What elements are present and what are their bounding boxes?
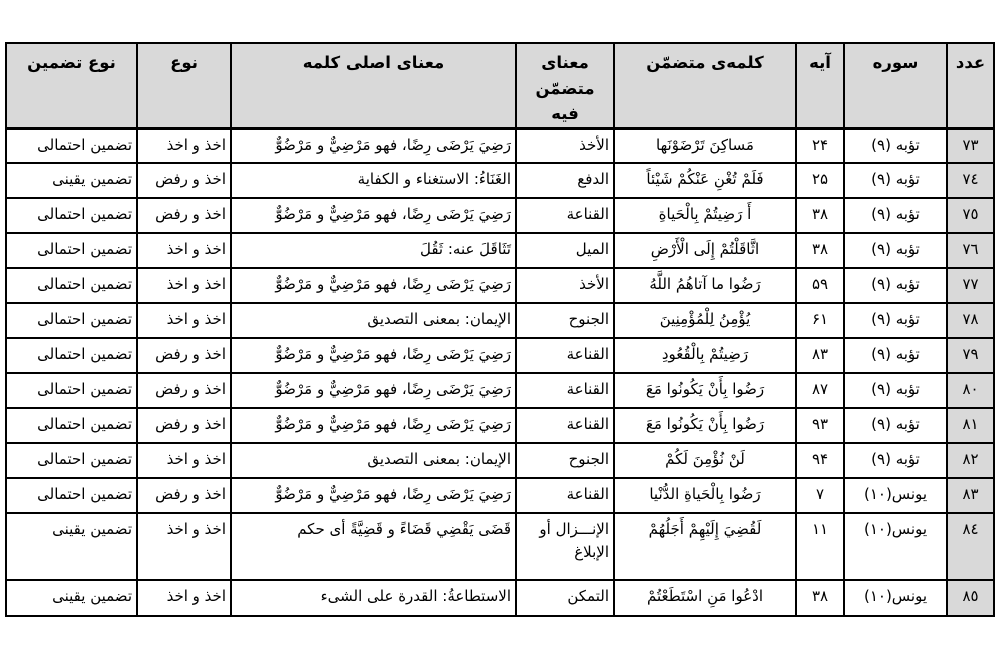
- cell-tadmin_type: تضمین احتمالی: [6, 408, 137, 443]
- cell-meaning_in: القناعة: [516, 408, 614, 443]
- cell-tadmin_type: تضمین احتمالی: [6, 443, 137, 478]
- header-num: عدد: [947, 43, 994, 128]
- header-row: [6, 43, 994, 128]
- cell-tadmin_type: تضمین احتمالی: [6, 268, 137, 303]
- cell-meaning_in: القناعة: [516, 373, 614, 408]
- cell-orig_meaning: الغَنَاءُ: الاستغناء و الكفاية: [231, 163, 516, 198]
- tadmin-table: [5, 42, 995, 617]
- cell-word: اثَّاقَلْتُمْ إِلَى الْأَرْضِ: [614, 233, 796, 268]
- cell-surah: تؤبه (٩): [844, 128, 947, 163]
- cell-type: اخذ و رفض: [137, 163, 231, 198]
- cell-surah: تؤبه (٩): [844, 373, 947, 408]
- header-meaning-in: معنای متضمّن فیه: [516, 43, 614, 128]
- cell-orig_meaning: قَضَى يَقْضِي قَضَاءً و قَضِيَّةً أی حكم: [231, 513, 516, 580]
- table-row: [6, 443, 994, 478]
- cell-ayah: ۳۸: [796, 233, 844, 268]
- table-header: [6, 43, 994, 128]
- cell-ayah: ۹۴: [796, 443, 844, 478]
- cell-tadmin_type: تضمین یقینی: [6, 513, 137, 580]
- cell-tadmin_type: تضمین احتمالی: [6, 233, 137, 268]
- cell-meaning_in: القناعة: [516, 338, 614, 373]
- header-word: کلمه‌ی متضمّن: [614, 43, 796, 128]
- cell-num: ٨٠: [947, 373, 994, 408]
- cell-surah: تؤبه (٩): [844, 338, 947, 373]
- header-surah: سوره: [844, 43, 947, 128]
- cell-orig_meaning: رَضِيَ يَرْضَى رِضًا، فهو مَرْضِيٌّ و مَرْضُوٌّ: [231, 408, 516, 443]
- header-tadmin-type: نوع تضمین: [6, 43, 137, 128]
- cell-word: رَضُوا بِأَنْ يَكُونُوا مَعَ: [614, 373, 796, 408]
- cell-surah: تؤبه (٩): [844, 163, 947, 198]
- cell-num: ٧٧: [947, 268, 994, 303]
- cell-word: لَنْ نُؤْمِنَ لَكُمْ: [614, 443, 796, 478]
- cell-type: اخذ و اخذ: [137, 128, 231, 163]
- cell-num: ٧٨: [947, 303, 994, 338]
- cell-word: يُؤْمِنُ لِلْمُؤْمِنِينَ: [614, 303, 796, 338]
- table-body: [6, 128, 994, 616]
- cell-orig_meaning: رَضِيَ يَرْضَى رِضًا، فهو مَرْضِيٌّ و مَرْضُوٌّ: [231, 478, 516, 513]
- cell-ayah: ۲۵: [796, 163, 844, 198]
- cell-surah: تؤبه (٩): [844, 268, 947, 303]
- table-row: [6, 580, 994, 616]
- cell-num: ٧٥: [947, 198, 994, 233]
- table-row: [6, 163, 994, 198]
- cell-tadmin_type: تضمین احتمالی: [6, 478, 137, 513]
- cell-surah: یونس(۱۰): [844, 580, 947, 616]
- header-ayah: آیه: [796, 43, 844, 128]
- table-row: [6, 408, 994, 443]
- cell-num: ٧٣: [947, 128, 994, 163]
- cell-ayah: ۷: [796, 478, 844, 513]
- cell-tadmin_type: تضمین احتمالی: [6, 303, 137, 338]
- cell-word: فَلَمْ تُغْنِ عَنْكُمْ شَيْئاً: [614, 163, 796, 198]
- table-row: [6, 338, 994, 373]
- cell-meaning_in: الجنوح: [516, 303, 614, 338]
- cell-num: ٨٤: [947, 513, 994, 580]
- cell-type: اخذ و اخذ: [137, 513, 231, 580]
- header-orig-meaning: معنای اصلی کلمه: [231, 43, 516, 128]
- cell-word: ادْعُوا مَنِ اسْتَطَعْتُمْ: [614, 580, 796, 616]
- cell-type: اخذ و رفض: [137, 373, 231, 408]
- cell-orig_meaning: الاستطاعةُ: القدرة على الشیء: [231, 580, 516, 616]
- cell-orig_meaning: رَضِيَ يَرْضَى رِضًا، فهو مَرْضِيٌّ و مَرْضُوٌّ: [231, 268, 516, 303]
- cell-ayah: ۳۸: [796, 198, 844, 233]
- cell-ayah: ۸۳: [796, 338, 844, 373]
- cell-meaning_in: الدفع: [516, 163, 614, 198]
- cell-ayah: ۹۳: [796, 408, 844, 443]
- cell-num: ٨٥: [947, 580, 994, 616]
- cell-orig_meaning: تَثَاقَلَ عنه: ثَقُلَ: [231, 233, 516, 268]
- cell-surah: یونس(۱۰): [844, 513, 947, 580]
- cell-meaning_in: الجنوح: [516, 443, 614, 478]
- cell-ayah: ۸۷: [796, 373, 844, 408]
- table-row: [6, 373, 994, 408]
- cell-tadmin_type: تضمین احتمالی: [6, 373, 137, 408]
- cell-meaning_in: الإنـــزال أو الإبلاغ: [516, 513, 614, 580]
- cell-ayah: ۱۱: [796, 513, 844, 580]
- cell-tadmin_type: تضمین احتمالی: [6, 338, 137, 373]
- cell-num: ٧٤: [947, 163, 994, 198]
- cell-ayah: ۲۴: [796, 128, 844, 163]
- cell-type: اخذ و اخذ: [137, 303, 231, 338]
- cell-type: اخذ و رفض: [137, 338, 231, 373]
- header-type: نوع: [137, 43, 231, 128]
- cell-orig_meaning: الإيمان: بمعنى التصديق: [231, 443, 516, 478]
- cell-word: رَضُوا بِأَنْ يَكُونُوا مَعَ: [614, 408, 796, 443]
- cell-meaning_in: التمكن: [516, 580, 614, 616]
- cell-type: اخذ و رفض: [137, 478, 231, 513]
- table-row: [6, 128, 994, 163]
- cell-tadmin_type: تضمین احتمالی: [6, 128, 137, 163]
- cell-type: اخذ و اخذ: [137, 233, 231, 268]
- cell-ayah: ۵۹: [796, 268, 844, 303]
- cell-meaning_in: الأخذ: [516, 268, 614, 303]
- table-row: [6, 303, 994, 338]
- cell-word: رَضُوا ما آتاهُمُ اللَّهُ: [614, 268, 796, 303]
- cell-surah: تؤبه (٩): [844, 198, 947, 233]
- cell-surah: تؤبه (٩): [844, 303, 947, 338]
- cell-tadmin_type: تضمین یقینی: [6, 163, 137, 198]
- tadmin-table-container: [7, 42, 995, 617]
- cell-tadmin_type: تضمین احتمالی: [6, 198, 137, 233]
- table-row: [6, 198, 994, 233]
- cell-meaning_in: الأخذ: [516, 128, 614, 163]
- cell-surah: یونس(۱۰): [844, 478, 947, 513]
- cell-word: رَضِيتُمْ بِالْقُعُودِ: [614, 338, 796, 373]
- cell-num: ٧٦: [947, 233, 994, 268]
- cell-orig_meaning: الإيمان: بمعنى التصديق: [231, 303, 516, 338]
- cell-type: اخذ و رفض: [137, 408, 231, 443]
- cell-surah: تؤبه (٩): [844, 408, 947, 443]
- cell-num: ٧٩: [947, 338, 994, 373]
- cell-ayah: ۶۱: [796, 303, 844, 338]
- cell-type: اخذ و اخذ: [137, 268, 231, 303]
- cell-orig_meaning: رَضِيَ يَرْضَى رِضًا، فهو مَرْضِيٌّ و مَرْضُوٌّ: [231, 338, 516, 373]
- table-row: [6, 478, 994, 513]
- cell-type: اخذ و رفض: [137, 198, 231, 233]
- cell-ayah: ۳۸: [796, 580, 844, 616]
- cell-type: اخذ و اخذ: [137, 443, 231, 478]
- cell-tadmin_type: تضمین یقینی: [6, 580, 137, 616]
- cell-word: رَضُوا بِالْحَياةِ الدُّنْيا: [614, 478, 796, 513]
- table-row: [6, 268, 994, 303]
- cell-word: مَساكِنَ تَرْضَوْنَها: [614, 128, 796, 163]
- cell-num: ٨٢: [947, 443, 994, 478]
- cell-orig_meaning: رَضِيَ يَرْضَى رِضًا، فهو مَرْضِيٌّ و مَرْضُوٌّ: [231, 373, 516, 408]
- table-row: [6, 513, 994, 580]
- cell-surah: تؤبه (٩): [844, 443, 947, 478]
- table-row: [6, 233, 994, 268]
- cell-word: أَ رَضِيتُمْ بِالْحَياةِ: [614, 198, 796, 233]
- cell-num: ٨٣: [947, 478, 994, 513]
- cell-surah: تؤبه (٩): [844, 233, 947, 268]
- cell-type: اخذ و اخذ: [137, 580, 231, 616]
- cell-meaning_in: الميل: [516, 233, 614, 268]
- cell-num: ٨١: [947, 408, 994, 443]
- cell-orig_meaning: رَضِيَ يَرْضَى رِضًا، فهو مَرْضِيٌّ و مَرْضُوٌّ: [231, 128, 516, 163]
- cell-meaning_in: القناعة: [516, 198, 614, 233]
- cell-orig_meaning: رَضِيَ يَرْضَى رِضًا، فهو مَرْضِيٌّ و مَرْضُوٌّ: [231, 198, 516, 233]
- cell-word: لَقُضِيَ إِلَيْهِمْ أَجَلُهُمْ: [614, 513, 796, 580]
- cell-meaning_in: القناعة: [516, 478, 614, 513]
